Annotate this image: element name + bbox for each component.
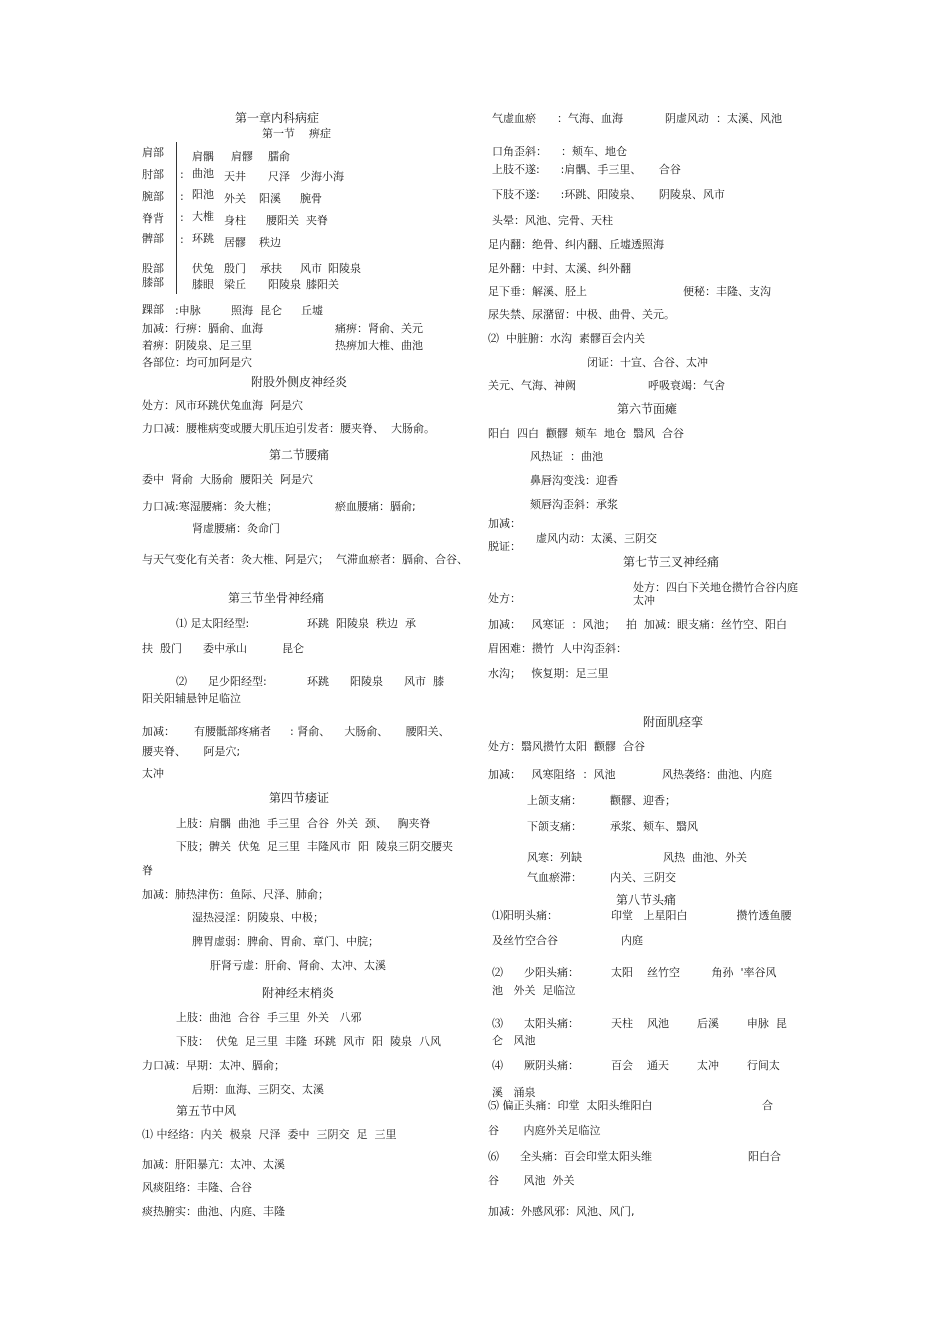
text-line: 阳关阳辅悬钟足临泣: [142, 692, 241, 705]
body-part-label: 髀部: [142, 232, 164, 245]
body-part-label: 腕部: [142, 190, 164, 203]
point: 肩髃: [192, 150, 214, 163]
text-line: ⑵ 少阳头痛：: [492, 966, 579, 979]
text-line: 太冲: [633, 594, 655, 607]
point: 昆仑: [260, 304, 282, 317]
text-line: ⑹ 全头痛：百会印堂太阳头维: [488, 1150, 652, 1163]
text-line: 风热袭络：曲池、内庭: [662, 768, 772, 781]
text-line: 处方：风市环跳伏兔血海 阿是穴: [142, 399, 303, 412]
section-heading: 附股外侧皮神经炎: [251, 375, 348, 389]
point: 阳陵泉: [268, 278, 301, 291]
point: 曲池: [192, 167, 214, 180]
text-line: ⑶ 太阳头痛：: [492, 1017, 579, 1030]
text-line: 上肢：肩髃 曲池 手三里 合谷 外关 颈、 胸夹脊: [176, 817, 431, 830]
text-line: 上颌支痛： 颧髎、迎香；: [527, 794, 676, 807]
text-line: 瘀血腰痛：膈俞;: [335, 500, 416, 513]
point: 尺泽: [268, 170, 290, 183]
section-heading: 第二节腰痛: [269, 448, 330, 462]
section-heading: 附面肌痉挛: [643, 715, 704, 729]
point: 承扶: [260, 262, 282, 275]
point: 环跳: [192, 232, 214, 245]
text-line: 足下垂：解溪、胫上: [488, 285, 587, 298]
text-line: 下肢；髀关 伏兔 足三里 丰隆风市 阳 陵泉三阴交腰夹: [176, 840, 453, 853]
text-line: 加减： 风寒阻络 ：风池: [488, 768, 616, 781]
point: 阳陵泉: [328, 262, 361, 275]
bracket-line: [176, 142, 177, 294]
text-line: 风热 曲池、外关: [663, 851, 747, 864]
text-line: 合: [762, 1099, 773, 1112]
text-line: 仑 风池: [492, 1034, 536, 1047]
text-line: 湿热浸淫：阴陵泉、中极；: [192, 911, 324, 924]
section-1-title: 第一节 痹症: [262, 127, 331, 140]
text-line: 脱证：: [488, 540, 521, 553]
text-line: 脊: [142, 864, 153, 877]
text-line: 及丝竹空合谷 内庭: [492, 934, 643, 947]
text-line: 颏唇沟歪斜：承浆: [530, 498, 618, 511]
separator: :: [180, 168, 184, 181]
text-line: 下颌支痛： 承浆、颊车、翳风: [527, 820, 698, 833]
text-line: 溪 涌泉: [492, 1086, 536, 1099]
point: 天井: [224, 170, 246, 183]
text-line: ⑴阳明头痛：: [492, 909, 558, 922]
text-line: ⑴ 中经络：内关 极泉 尺泽 委中 三阴交 足 三里: [142, 1128, 397, 1141]
point: 腕骨: [300, 192, 322, 205]
section-heading: 附神经末梢炎: [262, 986, 335, 1000]
text-line: 脾胃虚弱：脾俞、胃俞、章门、中脘；: [192, 935, 379, 948]
point: 风市: [300, 262, 322, 275]
point: 夹脊: [306, 214, 328, 227]
text-line: 委中 肾俞 大肠俞 腰阳关 阿是穴: [142, 473, 313, 486]
text-line: ⑷ 厥阴头痛：: [492, 1059, 579, 1072]
text-line: 下肢不遂: :环跳、阳陵泉、 阴陵泉、风市: [492, 188, 725, 201]
point: 阳溪: [259, 192, 281, 205]
text-line: 下肢： 伏兔 足三里 丰隆 环跳 风市 阳 陵泉 八风: [176, 1035, 441, 1048]
text-line: 热痹加大椎、曲池: [335, 339, 423, 352]
text-line: 痛痹：肾俞、关元: [335, 322, 423, 335]
chapter-title: 第一章内科病症: [235, 111, 320, 125]
text-line: 各部位：均可加阿是穴: [142, 356, 252, 369]
text-line: : 肾俞、 大肠俞、 腰阳关、: [290, 725, 450, 738]
text-line: 肝肾亏虚：肝俞、肾俞、太冲、太溪: [210, 959, 386, 972]
section-heading: 第六节面瘫: [617, 402, 678, 416]
body-part-label: 肩部: [142, 146, 164, 159]
text-line: ⑵ 中脏腑：水沟 素髎百会内关: [488, 332, 645, 345]
text-line: 口角歪斜： ：颊车、地仓: [492, 145, 627, 158]
text-line: 足外翻：中封、太溪、纠外翻: [488, 262, 631, 275]
text-line: 与天气变化有关者：灸大椎、阿是穴； 气滞血瘀者：膈俞、合谷、: [142, 553, 468, 566]
point: 殷门: [224, 262, 246, 275]
body-part-label: 股部: [142, 262, 164, 275]
text-line: 水沟； 恢复期：足三里: [488, 667, 609, 680]
point: 丘墟: [301, 304, 323, 317]
text-line: 风热证 ：曲池: [530, 450, 603, 463]
text-line: ⑴ 足太阳经型:: [176, 617, 250, 630]
point: 少海小海: [300, 170, 344, 183]
text-line: 后期：血海、三阴交、太溪: [192, 1083, 324, 1096]
section-heading: 第四节痿证: [269, 791, 330, 805]
text-line: 处方：: [488, 592, 521, 605]
text-line: 处方：四白下关地仓攒竹合谷内庭: [633, 581, 798, 594]
text-line: ⑵ 足少阳经型:: [176, 675, 267, 688]
body-part-label: 踝部: [142, 303, 164, 316]
text-line: 力口减：早期：太冲、膈俞；: [142, 1059, 285, 1072]
point: 身柱: [224, 214, 246, 227]
text-line: 有腰骶部疼痛者: [194, 725, 271, 738]
text-line: 鼻唇沟变浅：迎香: [530, 474, 618, 487]
point: 秩边: [259, 236, 281, 249]
point: 肩髎: [231, 150, 253, 163]
text-line: 百会 通天 太冲 行间太: [611, 1059, 780, 1072]
text-line: 着痹：阴陵泉、足三里: [142, 339, 252, 352]
text-line: 太阳 丝竹空 角孙 '率谷风: [611, 966, 777, 979]
text-line: 谷 内庭外关足临泣: [488, 1124, 601, 1137]
text-line: 阳白 四白 颧髎 颊车 地仓 翳风 合谷: [488, 427, 684, 440]
text-line: 痰热腑实：曲池、内庭、丰隆: [142, 1205, 285, 1218]
separator: :: [180, 233, 184, 246]
body-part-label: 脊背: [142, 212, 164, 225]
section-heading: 第八节头痛: [616, 893, 677, 907]
body-part-label: 肘部: [142, 168, 164, 181]
point: :申脉: [175, 304, 201, 317]
text-line: 上肢不遂: :肩髃、手三里、 合谷: [492, 163, 681, 176]
text-line: 气虚血瘀 ：气海、血海: [492, 112, 623, 125]
text-line: 力口减：腰椎病变或腰大肌压迫引发者：腰夹脊、 大肠俞。: [142, 422, 435, 435]
text-line: 加减：肝阳暴亢：太冲、太溪: [142, 1158, 285, 1171]
text-line: 处方：翳风攒竹太阳 颧髎 合谷: [488, 740, 645, 753]
point: 腰阳关: [266, 214, 299, 227]
text-line: 关元、气海、神阙: [488, 379, 576, 392]
text-line: 风痰阻络：丰隆、合谷: [142, 1181, 252, 1194]
text-line: 呼吸衰竭：气舍: [648, 379, 725, 392]
text-line: 加减： 风寒证 ：风池； 拍 加减：眼支痛：丝竹空、阳白: [488, 618, 787, 631]
text-line: 池 外关 足临泣: [492, 984, 576, 997]
text-line: 气血瘀滞： 内关、三阴交: [527, 871, 676, 884]
section-heading: 第三节坐骨神经痛: [228, 591, 325, 605]
text-line: 加减：: [142, 725, 175, 738]
text-line: 虚风内动：太溪、三阴交: [536, 532, 657, 545]
text-line: 腰夹脊、 阿是穴;: [142, 745, 241, 758]
point: 伏兔: [192, 262, 214, 275]
point: 阳池: [192, 188, 214, 201]
text-line: 足内翻：绝骨、纠内翻、丘墟透照海: [488, 238, 664, 251]
text-line: 阴虚风动 ：太溪、风池: [665, 112, 782, 125]
point: 膝阳关: [306, 278, 339, 291]
text-line: 天柱 风池 后溪 申脉 昆: [611, 1017, 787, 1030]
text-line: 闭证：十宣、合谷、太冲: [587, 356, 708, 369]
point: 梁丘: [224, 278, 246, 291]
text-line: 眉困难：攒竹 人中沟歪斜：: [488, 642, 627, 655]
text-line: 环跳 阳陵泉 风市 膝: [307, 675, 444, 688]
text-line: 加减：行痹：膈俞、血海: [142, 322, 263, 335]
text-line: 上肢：曲池 合谷 手三里 外关 八邪: [176, 1011, 362, 1024]
body-part-label: 膝部: [142, 276, 164, 289]
text-line: 太冲: [142, 767, 164, 780]
point: 居髎: [224, 236, 246, 249]
text-line: 印堂 上星阳白 攒竹透鱼腰: [611, 909, 792, 922]
text-line: 力口减:寒湿腰痛：灸大椎；: [142, 500, 278, 513]
text-line: 环跳 阳陵泉 秩边 承: [307, 617, 416, 630]
text-line: 肾虚腰痛：灸命门: [192, 522, 280, 535]
section-heading: 第七节三叉神经痛: [623, 555, 720, 569]
text-line: 阳白合: [748, 1150, 781, 1163]
section-heading: 第五节中风: [176, 1104, 237, 1118]
text-line: 扶 殷门 委中承山 昆仑: [142, 642, 304, 655]
text-line: 风寒：列缺: [527, 851, 582, 864]
text-line: 加减：肺热津伤：鱼际、尺泽、肺俞；: [142, 888, 329, 901]
text-line: 加减：: [488, 517, 521, 530]
text-line: 尿失禁、尿潴留：中极、曲骨、关元。: [488, 308, 675, 321]
text-line: ⑸ 偏正头痛：印堂 太阳头维阳白: [488, 1099, 653, 1112]
point: 外关: [224, 192, 246, 205]
point: 臑俞: [268, 150, 290, 163]
text-line: 头晕：风池、完骨、天柱: [492, 214, 613, 227]
separator: :: [180, 211, 184, 224]
point: 膝眼: [192, 278, 214, 291]
point: 大椎: [192, 210, 214, 223]
text-line: 加减：外感风邪：风池、风门,: [488, 1205, 635, 1218]
separator: :: [180, 190, 184, 203]
text-line: 便秘：丰隆、支沟: [683, 285, 771, 298]
point: 照海: [231, 304, 253, 317]
text-line: 谷 风池 外关: [488, 1174, 575, 1187]
